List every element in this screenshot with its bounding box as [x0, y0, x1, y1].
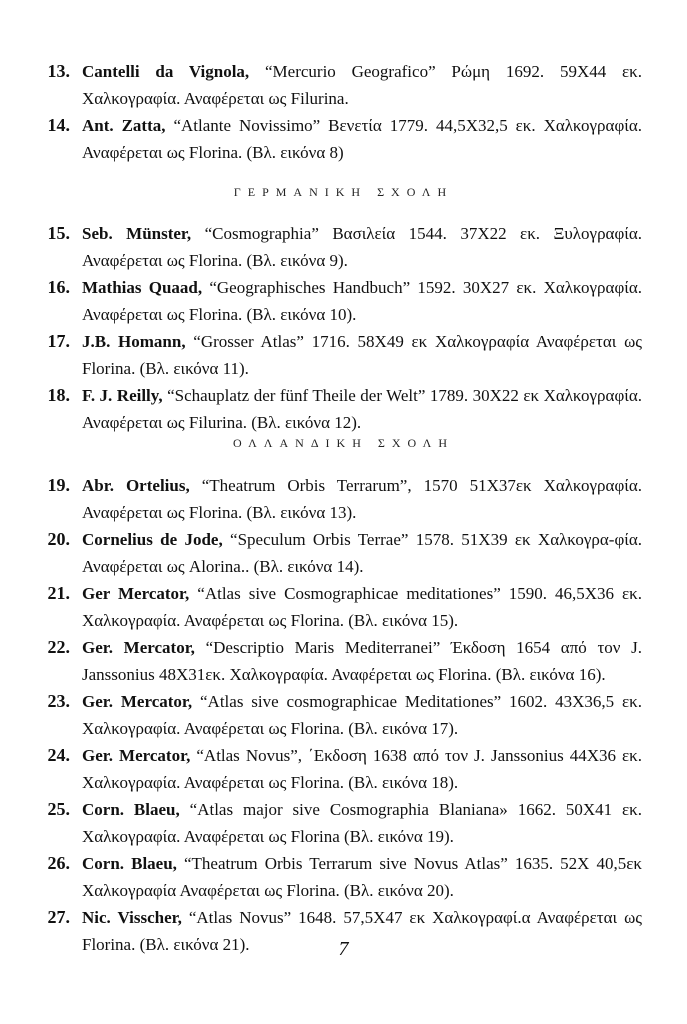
catalog-entry [0, 580, 687, 634]
catalog-entry [0, 220, 687, 274]
entry-number: 21. [47, 583, 70, 603]
entry-number: 26. [47, 853, 70, 873]
page-number: 7 [338, 938, 349, 960]
entry-author: Abr. Ortelius, [82, 476, 190, 495]
entry-number: 13. [47, 61, 70, 81]
entry-number: 24. [47, 745, 70, 765]
entry-author: Corn. Blaeu, [82, 800, 180, 819]
entry-description: “Atlante Novissimo” Βενετία 1779. 44,5Χ32,5 εκ. Χαλκογραφία. Αναφέρεται ως Florina. (Βλ. εικόνα 8) [82, 116, 642, 162]
entry-author: Cornelius de Jode, [82, 530, 223, 549]
catalog-entry [0, 796, 687, 850]
entry-author: Ger. Mercator, [82, 746, 191, 765]
catalog-entry [0, 382, 687, 436]
entry-number: 14. [47, 115, 70, 135]
catalog-entry [0, 526, 687, 580]
entry-number: 17. [47, 331, 70, 351]
entry-number: 23. [47, 691, 70, 711]
entry-number: 19. [47, 475, 70, 495]
catalog-entry [0, 742, 687, 796]
entry-author: Cantelli da Vignola, [82, 62, 250, 81]
entry-author: Ant. Zatta, [82, 116, 166, 135]
section-heading-dutch-school: ΟΛΛΑΝΔΙΚΗ ΣΧΟΛΗ [233, 436, 454, 450]
entry-author: Ger. Mercator, [82, 692, 193, 711]
entries-german [0, 220, 687, 436]
entry-number: 15. [47, 223, 70, 243]
entry-author: Seb. Münster, [82, 224, 192, 243]
entry-description: “Atlas sive Cosmographicae meditationes” 1590. 46,5Χ36 εκ. Χαλκογραφία. Αναφέρεται ως Florina. (Βλ. εικόνα 15). [82, 584, 642, 630]
entry-description: “Atlas Novus”, ΄Εκδοση 1638 από τον J. Janssonius 44Χ36 εκ. Χαλκογραφία. Αναφέρεται ως Florina. (Βλ. εικόνα 18). [82, 746, 642, 792]
catalog-entry [0, 688, 687, 742]
entry-author: Nic. Visscher, [82, 908, 182, 927]
catalog-entry [0, 850, 687, 904]
entry-description: “Theatrum Orbis Terrarum sive Novus Atlas” 1635. 52Χ 40,5εκ Χαλκογραφία Αναφέρεται ως Florina. (Βλ. εικόνα 20). [82, 854, 642, 900]
entries-dutch [0, 472, 687, 958]
entry-description: “Atlas major sive Cosmographia Blaniana» 1662. 50Χ41 εκ. Χαλκογραφία. Αναφέρεται ως Florina (Βλ. εικόνα 19). [82, 800, 642, 846]
entry-author: J.B. Homann, [82, 332, 186, 351]
entry-author: Ger Mercator, [82, 584, 190, 603]
entry-description: “Cosmographia” Βασιλεία 1544. 37Χ22 εκ. Ξυλογραφία. Αναφέρεται ως Florina. (Βλ. εικόνα 9). [82, 224, 642, 270]
entry-description: “Mercurio Geografico” Ρώμη 1692. 59Χ44 εκ. Χαλκογραφία. Αναφέρεται ως Filurina. [82, 62, 642, 108]
catalog-entry [0, 112, 687, 166]
entry-author: Ger. Mercator, [82, 638, 195, 657]
entry-description: “Geographisches Handbuch” 1592. 30Χ27 εκ. Χαλκογραφία. Αναφέρεται ως Florina. (Βλ. εικόνα 10). [82, 278, 642, 324]
entry-description: “Speculum Orbis Terrae” 1578. 51Χ39 εκ Χαλκογρα-φία. Αναφέρεται ως Alorina.. (Βλ. εικόνα 14). [82, 530, 642, 576]
catalog-entry [0, 472, 687, 526]
entry-description: “Descriptio Maris Mediterranei” Έκδοση 1654 από τον J. Janssonius 48Χ31εκ. Χαλκογραφία. Αναφέρεται ως Florina. (Βλ. εικόνα 16). [82, 638, 642, 684]
catalog-entry [0, 58, 687, 112]
entry-description: “Schauplatz der fünf Theile der Welt” 1789. 30Χ22 εκ Χαλκογραφία. Αναφέρεται ως Filurina. (Βλ. εικόνα 12). [82, 386, 642, 432]
entry-number: 16. [47, 277, 70, 297]
entry-number: 20. [47, 529, 70, 549]
entry-number: 18. [47, 385, 70, 405]
entries-italian [0, 58, 687, 166]
section-heading-german-school: ΓΕΡΜΑΝΙΚΗ ΣΧΟΛΗ [233, 185, 454, 199]
catalog-entry [0, 274, 687, 328]
entry-description: “Theatrum Orbis Terrarum”, 1570 51Χ37εκ Χαλκογραφία. Αναφέρεται ως Florina. (Βλ. εικόνα 13). [82, 476, 642, 522]
entry-author: F. J. Reilly, [82, 386, 163, 405]
entry-number: 22. [47, 637, 70, 657]
entry-description: “Atlas Novus” 1648. 57,5Χ47 εκ Χαλκογραφί.α Αναφέρεται ως Florina. (Βλ. εικόνα 21). [82, 908, 642, 954]
catalog-entry [0, 634, 687, 688]
entry-number: 25. [47, 799, 70, 819]
catalog-entry [0, 328, 687, 382]
entry-description: “Atlas sive cosmographicae Meditationes” 1602. 43Χ36,5 εκ. Χαλκογραφία. Αναφέρεται ως Florina. (Βλ. εικόνα 17). [82, 692, 642, 738]
entry-description: “Grosser Atlas” 1716. 58Χ49 εκ Χαλκογραφία Αναφέρεται ως Florina. (Βλ. εικόνα 11). [82, 332, 642, 378]
entry-author: Mathias Quaad, [82, 278, 203, 297]
entry-number: 27. [47, 907, 70, 927]
entry-author: Corn. Blaeu, [82, 854, 177, 873]
